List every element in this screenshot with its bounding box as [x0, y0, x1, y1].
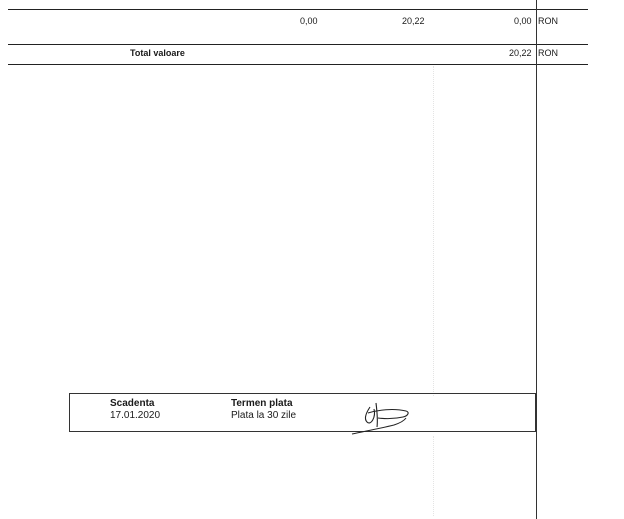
scan-artifact-line: [433, 436, 434, 516]
summary-value-3: 0,00: [514, 16, 532, 26]
payment-terms-value: Plata la 30 zile: [231, 410, 297, 421]
due-date-value: 17.01.2020: [110, 410, 161, 421]
summary-currency: RON: [538, 16, 558, 26]
payment-terms-box: [69, 393, 536, 432]
summary-value-1: 0,00: [300, 16, 318, 26]
total-currency: RON: [538, 48, 558, 58]
total-bottom-rule: [8, 64, 588, 65]
payment-terms-label: Termen plata: [231, 398, 293, 409]
total-value: 20,22: [509, 48, 532, 58]
total-top-rule: [8, 44, 588, 45]
total-label: Total valoare: [130, 48, 185, 58]
right-border-line: [536, 0, 537, 519]
scan-artifact-line: [433, 66, 434, 396]
top-rule: [8, 9, 588, 10]
due-date-label: Scadenta: [110, 398, 155, 409]
summary-value-2: 20,22: [402, 16, 425, 26]
signature: [348, 397, 418, 437]
